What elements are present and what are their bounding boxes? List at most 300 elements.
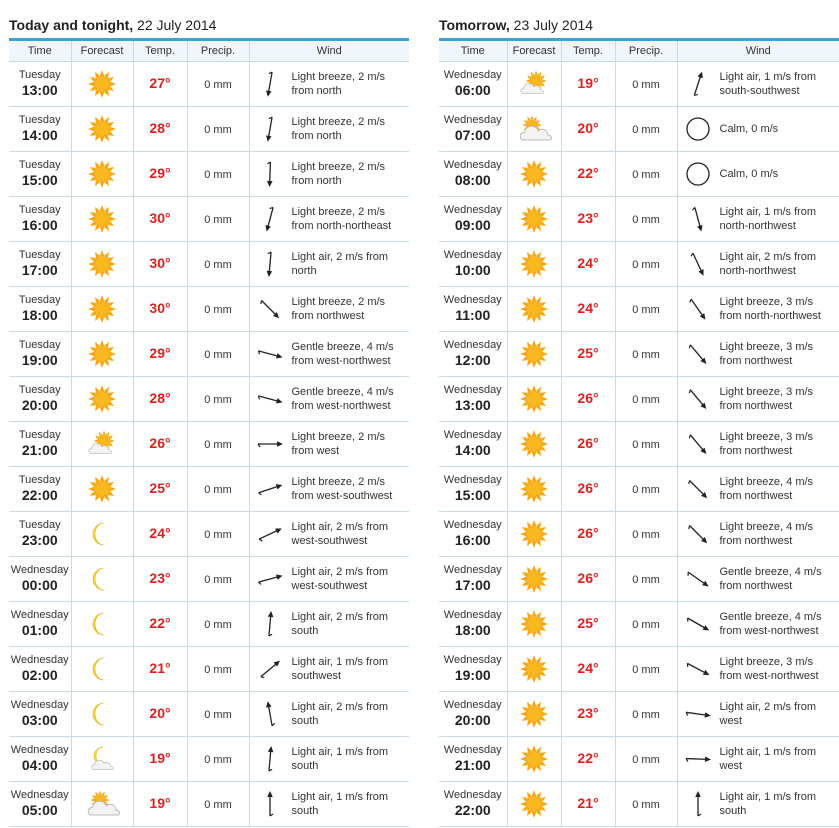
temp-cell	[133, 782, 187, 827]
sun-icon	[508, 249, 561, 279]
wind-cell	[677, 602, 839, 647]
wind-arrow-icon	[254, 112, 286, 146]
precip-cell	[615, 287, 677, 332]
precipitation: 0 mm	[632, 124, 660, 136]
precip-cell	[187, 242, 249, 287]
precip-cell	[615, 467, 677, 512]
row-hour: 17:00	[454, 577, 491, 593]
row-day: Wednesday	[443, 744, 502, 756]
temp-cell	[561, 647, 615, 692]
row-day: Wednesday	[10, 789, 69, 801]
row-hour: 15:00	[21, 172, 58, 188]
row-day: Tuesday	[18, 519, 61, 531]
temperature: 25°	[149, 480, 171, 496]
temperature: 26°	[577, 390, 599, 406]
row-hour: 09:00	[454, 217, 491, 233]
sun-icon	[508, 294, 561, 324]
precipitation: 0 mm	[204, 529, 232, 541]
wind-description: Light breeze, 2 m/s from north-northeast	[291, 206, 392, 232]
precipitation: 0 mm	[204, 619, 232, 631]
time-cell	[9, 107, 71, 152]
temperature: 26°	[577, 570, 599, 586]
wind-arrow-icon	[254, 427, 286, 461]
table-row	[439, 242, 839, 287]
row-day: Wednesday	[443, 384, 502, 396]
temp-cell	[561, 62, 615, 107]
precip-cell	[187, 467, 249, 512]
sun-icon	[72, 474, 133, 504]
precipitation: 0 mm	[204, 754, 232, 766]
temperature: 21°	[577, 795, 599, 811]
precip-cell	[187, 512, 249, 557]
wind-description: Light air, 2 m/s from west-southwest	[291, 521, 389, 547]
wind-cell	[677, 242, 839, 287]
sun-icon	[508, 699, 561, 729]
cloud-sun-icon	[72, 789, 133, 819]
table-row	[439, 107, 839, 152]
wind-description: Light breeze, 2 m/s from west-southwest	[291, 476, 393, 502]
col-header-precip: Precip.	[615, 40, 677, 62]
row-day: Wednesday	[10, 609, 69, 621]
wind-cell	[249, 107, 409, 152]
wind-arrow-icon	[254, 607, 286, 641]
calm-circle-icon	[682, 112, 714, 146]
wind-description: Light breeze, 2 m/s from north	[291, 161, 386, 187]
wind-arrow-icon	[682, 472, 714, 506]
row-hour: 14:00	[454, 442, 491, 458]
forecast-cell	[507, 197, 561, 242]
row-hour: 00:00	[21, 577, 58, 593]
row-hour: 13:00	[21, 82, 58, 98]
temp-cell	[561, 692, 615, 737]
panel-title-date: 23 July 2014	[509, 17, 594, 33]
forecast-cell	[507, 242, 561, 287]
wind-cell	[249, 512, 409, 557]
col-header-forecast: Forecast	[507, 40, 561, 62]
wind-description: Light air, 2 m/s from north-northwest	[719, 251, 817, 277]
precip-cell	[187, 557, 249, 602]
wind-description: Light breeze, 3 m/s from northwest	[719, 386, 814, 412]
precip-cell	[187, 152, 249, 197]
row-day: Wednesday	[443, 564, 502, 576]
time-cell	[9, 377, 71, 422]
wind-arrow-icon	[682, 742, 714, 776]
time-cell	[9, 692, 71, 737]
wind-arrow-icon	[254, 202, 286, 236]
wind-description: Light air, 2 m/s from north	[291, 251, 389, 277]
precipitation: 0 mm	[204, 79, 232, 91]
row-hour: 20:00	[454, 712, 491, 728]
table-row	[9, 107, 409, 152]
row-day: Tuesday	[18, 384, 61, 396]
time-cell	[9, 782, 71, 827]
row-day: Tuesday	[18, 429, 61, 441]
precipitation: 0 mm	[632, 799, 660, 811]
temperature: 26°	[577, 480, 599, 496]
forecast-table	[439, 38, 839, 827]
forecast-cell	[71, 467, 133, 512]
time-cell	[9, 242, 71, 287]
temp-cell	[133, 287, 187, 332]
forecast-cell	[71, 557, 133, 602]
precip-cell	[615, 197, 677, 242]
partly-cloudy-icon	[508, 69, 561, 99]
time-cell	[9, 467, 71, 512]
forecast-cell	[507, 287, 561, 332]
forecast-rows	[439, 62, 839, 827]
row-day: Tuesday	[18, 159, 61, 171]
panel-title	[9, 0, 409, 38]
temp-cell	[133, 332, 187, 377]
temp-cell	[561, 602, 615, 647]
precip-cell	[615, 377, 677, 422]
temp-cell	[561, 782, 615, 827]
temperature: 26°	[577, 435, 599, 451]
row-hour: 02:00	[21, 667, 58, 683]
wind-cell	[677, 782, 839, 827]
wind-arrow-icon	[254, 697, 286, 731]
temp-cell	[133, 602, 187, 647]
forecast-cell	[71, 422, 133, 467]
temperature: 30°	[149, 210, 171, 226]
sun-icon	[508, 519, 561, 549]
temp-cell	[133, 692, 187, 737]
precipitation: 0 mm	[204, 214, 232, 226]
wind-description: Light breeze, 2 m/s from north	[291, 116, 386, 142]
time-cell	[9, 512, 71, 557]
time-cell	[439, 467, 507, 512]
wind-arrow-icon	[682, 247, 714, 281]
row-hour: 16:00	[454, 532, 491, 548]
row-day: Wednesday	[443, 429, 502, 441]
row-hour: 04:00	[21, 757, 58, 773]
sun-icon	[508, 159, 561, 189]
row-day: Tuesday	[18, 114, 61, 126]
precipitation: 0 mm	[632, 754, 660, 766]
panel-title-date: 22 July 2014	[133, 17, 217, 33]
wind-cell	[677, 512, 839, 557]
wind-description: Light air, 2 m/s from south	[291, 611, 389, 637]
col-header-time: Time	[9, 40, 71, 62]
table-row	[9, 467, 409, 512]
precip-cell	[615, 242, 677, 287]
temperature: 29°	[149, 345, 171, 361]
forecast-cell	[71, 62, 133, 107]
table-row	[9, 332, 409, 377]
wind-cell	[677, 422, 839, 467]
col-header-precip: Precip.	[187, 40, 249, 62]
sun-icon	[508, 429, 561, 459]
table-row	[9, 422, 409, 467]
forecast-cell	[507, 332, 561, 377]
row-day: Tuesday	[18, 339, 61, 351]
time-cell	[439, 557, 507, 602]
precip-cell	[615, 692, 677, 737]
wind-cell	[677, 332, 839, 377]
precipitation: 0 mm	[632, 619, 660, 631]
precip-cell	[615, 422, 677, 467]
row-day: Wednesday	[443, 474, 502, 486]
wind-cell	[249, 152, 409, 197]
wind-arrow-icon	[682, 787, 714, 821]
table-row	[439, 152, 839, 197]
forecast-cell	[507, 647, 561, 692]
wind-arrow-icon	[254, 157, 286, 191]
precipitation: 0 mm	[204, 259, 232, 271]
col-header-temp: Temp.	[561, 40, 615, 62]
temp-cell	[133, 557, 187, 602]
time-cell	[9, 152, 71, 197]
temperature: 20°	[577, 120, 599, 136]
forecast-cell	[507, 737, 561, 782]
wind-cell	[677, 287, 839, 332]
table-row	[9, 647, 409, 692]
moon-icon	[72, 519, 133, 549]
time-cell	[439, 377, 507, 422]
wind-description: Light air, 1 m/s from north-northwest	[719, 206, 817, 232]
row-hour: 06:00	[454, 82, 491, 98]
wind-cell	[249, 692, 409, 737]
wind-description: Light breeze, 3 m/s from northwest	[719, 341, 814, 367]
time-cell	[439, 737, 507, 782]
time-cell	[439, 332, 507, 377]
row-day: Wednesday	[10, 564, 69, 576]
forecast-cell	[507, 422, 561, 467]
time-cell	[439, 197, 507, 242]
temp-cell	[561, 152, 615, 197]
row-day: Wednesday	[443, 609, 502, 621]
wind-cell	[249, 422, 409, 467]
wind-description: Gentle breeze, 4 m/s from west-northwest	[291, 341, 394, 367]
wind-arrow-icon	[254, 472, 286, 506]
time-cell	[9, 422, 71, 467]
precip-cell	[187, 602, 249, 647]
time-cell	[439, 692, 507, 737]
temperature: 19°	[149, 795, 171, 811]
precipitation: 0 mm	[632, 664, 660, 676]
wind-arrow-icon	[254, 247, 286, 281]
precipitation: 0 mm	[632, 529, 660, 541]
row-hour: 18:00	[21, 307, 58, 323]
precip-cell	[615, 152, 677, 197]
time-cell	[9, 197, 71, 242]
precipitation: 0 mm	[632, 214, 660, 226]
table-row	[439, 782, 839, 827]
temp-cell	[561, 557, 615, 602]
temperature: 26°	[149, 435, 171, 451]
table-row	[9, 692, 409, 737]
row-hour: 07:00	[454, 127, 491, 143]
wind-description: Light breeze, 3 m/s from northwest	[719, 431, 814, 457]
cloud-sun-icon	[508, 114, 561, 144]
sun-icon	[508, 474, 561, 504]
wind-cell	[249, 467, 409, 512]
table-row	[9, 197, 409, 242]
precipitation: 0 mm	[204, 394, 232, 406]
precip-cell	[615, 107, 677, 152]
forecast-rows	[9, 62, 409, 827]
calm-circle-icon	[682, 157, 714, 191]
wind-description: Light breeze, 4 m/s from northwest	[719, 476, 814, 502]
row-day: Wednesday	[443, 654, 502, 666]
wind-description: Light air, 2 m/s from west	[719, 701, 817, 727]
temperature: 22°	[577, 165, 599, 181]
forecast-cell	[507, 512, 561, 557]
time-cell	[439, 62, 507, 107]
forecast-cell	[71, 647, 133, 692]
precip-cell	[187, 647, 249, 692]
precipitation: 0 mm	[632, 574, 660, 586]
row-hour: 20:00	[21, 397, 58, 413]
sun-icon	[508, 384, 561, 414]
forecast-cell	[71, 377, 133, 422]
precipitation: 0 mm	[632, 259, 660, 271]
row-hour: 19:00	[21, 352, 58, 368]
table-row	[9, 737, 409, 782]
temp-cell	[561, 287, 615, 332]
table-row	[439, 557, 839, 602]
table-row	[439, 512, 839, 557]
row-day: Wednesday	[10, 699, 69, 711]
temp-cell	[561, 512, 615, 557]
table-row	[439, 197, 839, 242]
wind-description: Light breeze, 3 m/s from west-northwest	[719, 656, 819, 682]
wind-description: Light air, 1 m/s from south	[719, 791, 817, 817]
wind-arrow-icon	[682, 292, 714, 326]
sun-icon	[508, 609, 561, 639]
forecast-cell	[71, 692, 133, 737]
table-row	[9, 602, 409, 647]
wind-arrow-icon	[682, 697, 714, 731]
sun-icon	[72, 384, 133, 414]
moon-cloud-icon	[72, 744, 133, 774]
row-hour: 21:00	[454, 757, 491, 773]
wind-arrow-icon	[682, 382, 714, 416]
wind-cell	[249, 737, 409, 782]
precipitation: 0 mm	[204, 664, 232, 676]
row-hour: 10:00	[454, 262, 491, 278]
wind-arrow-icon	[254, 517, 286, 551]
wind-arrow-icon	[682, 652, 714, 686]
temperature: 24°	[577, 255, 599, 271]
precip-cell	[187, 782, 249, 827]
sun-icon	[72, 249, 133, 279]
temperature: 26°	[577, 525, 599, 541]
moon-icon	[72, 564, 133, 594]
col-header-wind: Wind	[249, 40, 409, 62]
forecast-panel-tomorrow	[439, 0, 839, 827]
temperature: 30°	[149, 255, 171, 271]
wind-description: Gentle breeze, 4 m/s from west-northwest	[719, 611, 822, 637]
wind-cell	[249, 602, 409, 647]
time-cell	[439, 602, 507, 647]
precipitation: 0 mm	[204, 574, 232, 586]
row-hour: 19:00	[454, 667, 491, 683]
table-row	[439, 692, 839, 737]
wind-arrow-icon	[254, 787, 286, 821]
forecast-cell	[507, 107, 561, 152]
temp-cell	[133, 377, 187, 422]
row-day: Wednesday	[443, 204, 502, 216]
precip-cell	[615, 62, 677, 107]
precipitation: 0 mm	[204, 304, 232, 316]
temp-cell	[561, 377, 615, 422]
row-hour: 16:00	[21, 217, 58, 233]
forecast-cell	[507, 62, 561, 107]
row-day: Wednesday	[10, 654, 69, 666]
temperature: 23°	[577, 210, 599, 226]
wind-arrow-icon	[254, 652, 286, 686]
precipitation: 0 mm	[204, 124, 232, 136]
wind-description: Calm, 0 m/s	[719, 123, 779, 135]
forecast-cell	[507, 467, 561, 512]
table-row	[9, 782, 409, 827]
col-header-time: Time	[439, 40, 507, 62]
row-hour: 03:00	[21, 712, 58, 728]
temperature: 21°	[149, 660, 171, 676]
time-cell	[439, 512, 507, 557]
precip-cell	[187, 422, 249, 467]
temperature: 24°	[149, 525, 171, 541]
row-day: Wednesday	[443, 159, 502, 171]
forecast-cell	[71, 512, 133, 557]
row-day: Wednesday	[443, 789, 502, 801]
temperature: 27°	[149, 75, 171, 91]
sun-icon	[72, 339, 133, 369]
row-day: Wednesday	[443, 69, 502, 81]
sun-icon	[72, 114, 133, 144]
precipitation: 0 mm	[204, 349, 232, 361]
row-day: Tuesday	[18, 204, 61, 216]
wind-cell	[249, 332, 409, 377]
wind-arrow-icon	[682, 427, 714, 461]
col-header-temp: Temp.	[133, 40, 187, 62]
wind-description: Light breeze, 2 m/s from northwest	[291, 296, 386, 322]
sun-icon	[72, 294, 133, 324]
table-row	[439, 332, 839, 377]
table-row	[439, 287, 839, 332]
wind-arrow-icon	[682, 517, 714, 551]
temperature: 19°	[149, 750, 171, 766]
temp-cell	[133, 107, 187, 152]
temperature: 20°	[149, 705, 171, 721]
wind-description: Light breeze, 4 m/s from northwest	[719, 521, 814, 547]
precip-cell	[187, 692, 249, 737]
time-cell	[9, 647, 71, 692]
table-row	[9, 287, 409, 332]
temperature: 24°	[577, 300, 599, 316]
table-row	[439, 377, 839, 422]
row-day: Wednesday	[443, 249, 502, 261]
forecast-cell	[71, 242, 133, 287]
precipitation: 0 mm	[204, 484, 232, 496]
wind-arrow-icon	[254, 292, 286, 326]
wind-arrow-icon	[682, 607, 714, 641]
temperature: 29°	[149, 165, 171, 181]
sun-icon	[508, 339, 561, 369]
sun-icon	[508, 564, 561, 594]
temperature: 28°	[149, 120, 171, 136]
row-hour: 14:00	[21, 127, 58, 143]
wind-cell	[249, 557, 409, 602]
temp-cell	[133, 197, 187, 242]
row-hour: 11:00	[455, 307, 491, 323]
forecast-table	[9, 38, 409, 827]
wind-description: Gentle breeze, 4 m/s from northwest	[719, 566, 822, 592]
precip-cell	[187, 332, 249, 377]
wind-cell	[249, 197, 409, 242]
precip-cell	[187, 107, 249, 152]
